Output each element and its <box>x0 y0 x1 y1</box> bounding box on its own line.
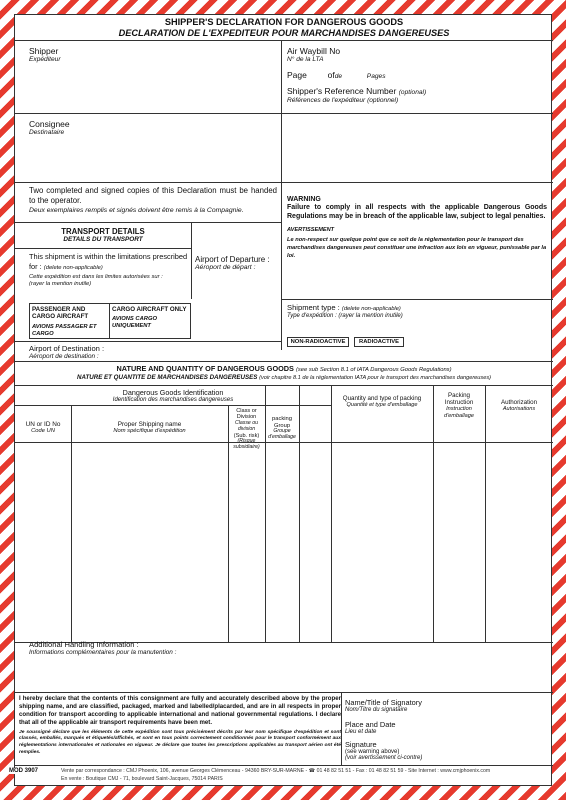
psn-label-fr: Nom spécifique d'expédition <box>113 428 186 434</box>
col-packing-instruction <box>433 392 485 419</box>
signature-label: Signature <box>345 740 377 750</box>
declaration-text: I hereby declare that the contents of this consignment are fully and accurately described above by the proper shipping name, and are classified, packaged, marked and labelled/placarded, and are in all respects in proper condition for transport according to applicable international and national governmental regulations. I declare that all of the applicable air transport requirements have been met. <box>19 695 341 726</box>
passenger-and-cargo-option[interactable] <box>29 303 110 339</box>
limits-note: (delete non-applicable) <box>43 264 103 271</box>
ident-label-fr: Identification des marchandises dangereuses <box>112 397 234 403</box>
cargo-only-label-fr: AVIONS CARGO UNIQUEMENT <box>112 316 157 330</box>
signature-note: (see warning above) <box>345 749 400 756</box>
copies-notice <box>29 186 277 216</box>
form-title-en: SHIPPER'S DECLARATION FOR DANGEROUS GOODS <box>164 17 404 27</box>
signatory-name-field[interactable] <box>345 698 550 714</box>
limits-text-fr: Cette expédition est dans les limites autorisées sur : <box>29 273 163 280</box>
copies-text-fr: Deux exemplaires remplis et signés doivent être remis à la Compagnie. <box>29 207 244 215</box>
form-title-fr: DECLARATION DE L'EXPEDITEUR POUR MARCHANDISES DANGEREUSES <box>118 27 450 38</box>
subrisk-label-fr: subsidiaire) <box>233 444 260 451</box>
footer-line-1: Vente par correspondance : CMJ Phoenix, 106, avenue Georges Clémenceau - 94360 BRY-SUR-MARNE - ☎ 01 48 82 51 51 - Fax : 01 48 82 51 59 - Site Internet : www.cmjphoenix.com <box>61 768 491 774</box>
warning-text-fr: Le non-respect sur quelque point que ce soit de la réglementation pour le transport des marchandises dangereuses peut constituer une infraction aux lois en vigueur, punissable par la loi. <box>287 236 547 260</box>
non-radioactive-option[interactable]: NON-RADIOACTIVE <box>287 337 349 347</box>
place-date-field[interactable] <box>345 720 550 736</box>
qty-label-fr: Quantité et type d'emballage <box>346 402 418 409</box>
col-authorization <box>485 399 553 413</box>
col-un-number <box>15 421 71 435</box>
radioactive-option[interactable]: RADIOACTIVE <box>354 337 404 347</box>
footer-line-2: En vente : Boutique CMJ - 71, boulevard Saint-Jacques, 75014 PARIS <box>61 776 223 782</box>
goods-identification-header <box>15 388 331 404</box>
ident-label: Dangerous Goods Identification <box>122 388 224 397</box>
limits-text: This shipment is within the limitations prescribed for : <box>29 252 188 271</box>
shipment-type-note: (delete non-applicable) <box>341 306 401 312</box>
shipper-field[interactable] <box>29 46 269 64</box>
signatory-name-label-fr: Nom/Titre du signataire <box>345 707 408 713</box>
shipment-limitations <box>29 252 189 287</box>
subrisk-label: (Sub. risk) <box>233 432 260 439</box>
de-label: de <box>334 73 343 80</box>
page-count[interactable] <box>287 70 547 81</box>
airport-of-destination-field[interactable] <box>29 344 269 361</box>
additional-label: Additional Handling Information : <box>29 640 139 649</box>
un-label: UN or ID No <box>25 421 61 428</box>
pg-label: packing Group <box>272 416 292 429</box>
class-label-fr: Classe ou division <box>234 419 259 432</box>
shipper-label: Shipper <box>29 46 59 56</box>
signatory-name-label: Name/Title of Signatory <box>345 698 422 707</box>
shipper-label-fr: Expéditeur <box>29 56 61 63</box>
form-code: MOD 3907 <box>9 768 39 774</box>
pax-cargo-label-fr: AVIONS PASSAGER ET CARGO <box>32 323 97 337</box>
col-packing-group <box>265 416 299 441</box>
pg-label-fr: Groupe d'emballage <box>268 428 296 441</box>
consignee-field[interactable] <box>29 119 269 137</box>
destination-label: Airport of Destination : <box>29 344 105 353</box>
additional-label-fr: Informations complémentaires pour la manutention : <box>29 649 177 656</box>
signatory-block <box>345 698 550 763</box>
signature-field[interactable] <box>345 740 550 762</box>
shipment-type-label: Shipment type : <box>287 303 340 312</box>
consignee-label-fr: Destinataire <box>29 129 65 136</box>
consignee-label: Consignee <box>29 119 70 129</box>
ref-label-fr: Références de l'expéditeur (optionnel) <box>287 96 399 104</box>
psn-label: Proper Shipping name <box>117 421 182 428</box>
departure-label-fr: Aéroport de départ : <box>195 264 256 271</box>
cargo-only-option[interactable] <box>109 303 191 339</box>
place-date-label-fr: Lieu et date <box>345 729 377 736</box>
nature-title: NATURE AND QUANTITY OF DANGEROUS GOODS <box>116 364 294 373</box>
nature-title-note: (see sub Section 8.1 of IATA Dangerous Goods Regulations) <box>295 367 452 373</box>
warning-text: Failure to comply in all respects with the applicable Dangerous Goods Regulations may be in breach of the applicable law, subject to legal penalties. <box>287 204 547 221</box>
pi-label: Packing Instruction <box>444 392 474 407</box>
form-title <box>15 17 553 38</box>
nature-title-fr: NATURE ET QUANTITE DE MARCHANDISES DANGEREUSES <box>77 373 258 381</box>
nature-title-fr-note: (voir chapitre 8.1 de la réglementation IATA pour le transport des marchandises dangereuses) <box>259 374 491 381</box>
page-label: Page <box>287 70 307 80</box>
auth-label-fr: Autorisations <box>502 406 536 412</box>
auth-label: Authorization <box>500 399 538 406</box>
transport-title: TRANSPORT DETAILS <box>61 227 145 236</box>
cargo-only-label: CARGO AIRCRAFT ONLY <box>112 306 187 313</box>
un-label-fr: Code UN <box>31 428 55 434</box>
transport-details-title <box>15 227 191 244</box>
nature-quantity-header <box>15 364 553 382</box>
shipment-type-label-fr: Type d'expédition : (rayer la mention inutile) <box>287 312 403 319</box>
pi-label-fr: Instruction d'emballage <box>444 406 474 419</box>
awb-label-fr: N° de la LTA <box>287 56 324 63</box>
pages-label: Pages <box>366 73 386 80</box>
destination-label-fr: Aéroport de destination : <box>29 353 99 360</box>
warning-title: WARNING <box>287 196 321 203</box>
shipment-type-field <box>287 303 547 320</box>
shipper-reference-field[interactable] <box>287 86 547 105</box>
warning-title-fr: AVERTISSEMENT <box>287 227 335 234</box>
departure-label: Airport of Departure : <box>195 255 270 264</box>
place-date-label: Place and Date <box>345 720 396 730</box>
pax-cargo-label: PASSENGER AND CARGO AIRCRAFT <box>32 306 89 321</box>
copies-text: Two completed and signed copies of this Declaration must be handed to the operator. <box>29 186 277 205</box>
col-proper-shipping-name <box>71 421 228 435</box>
declaration-text-fr: Je soussigné déclare que les éléments de cette expédition sont tous précisément décrits par leur nom spécifique d'expédition et sont classés, emballés, marqués et étiquetés/affichés, et sont en tous points correctement conditionnés pour le transport conformément aux réglementations internationales et nationales en vigueur. Je déclare que toutes les prescriptions applicables au transport aérien ont été remplies. <box>19 729 341 755</box>
signature-note-fr: (voir avertissement ci-contre) <box>345 755 423 762</box>
declaration-block <box>19 695 341 756</box>
transport-title-fr: DETAILS DU TRANSPORT <box>63 236 143 243</box>
limits-note-fr: (rayer la mention inutile) <box>29 280 92 287</box>
dangerous-goods-declaration-form <box>9 14 552 786</box>
awb-label: Air Waybill No <box>287 46 341 56</box>
of-label: of <box>327 70 335 80</box>
col-quantity-packing <box>331 395 433 409</box>
airport-of-departure-field[interactable] <box>195 255 281 272</box>
air-waybill-field[interactable] <box>287 46 547 64</box>
class-label: Class or Division <box>236 408 257 421</box>
qty-label: Quantity and type of packing <box>342 395 422 402</box>
additional-handling-field[interactable] <box>29 638 429 657</box>
ref-label: Shipper's Reference Number <box>287 86 397 96</box>
warning-block <box>287 196 547 261</box>
ref-optional: (optional) <box>398 89 427 96</box>
goods-entry-area[interactable] <box>17 445 551 640</box>
